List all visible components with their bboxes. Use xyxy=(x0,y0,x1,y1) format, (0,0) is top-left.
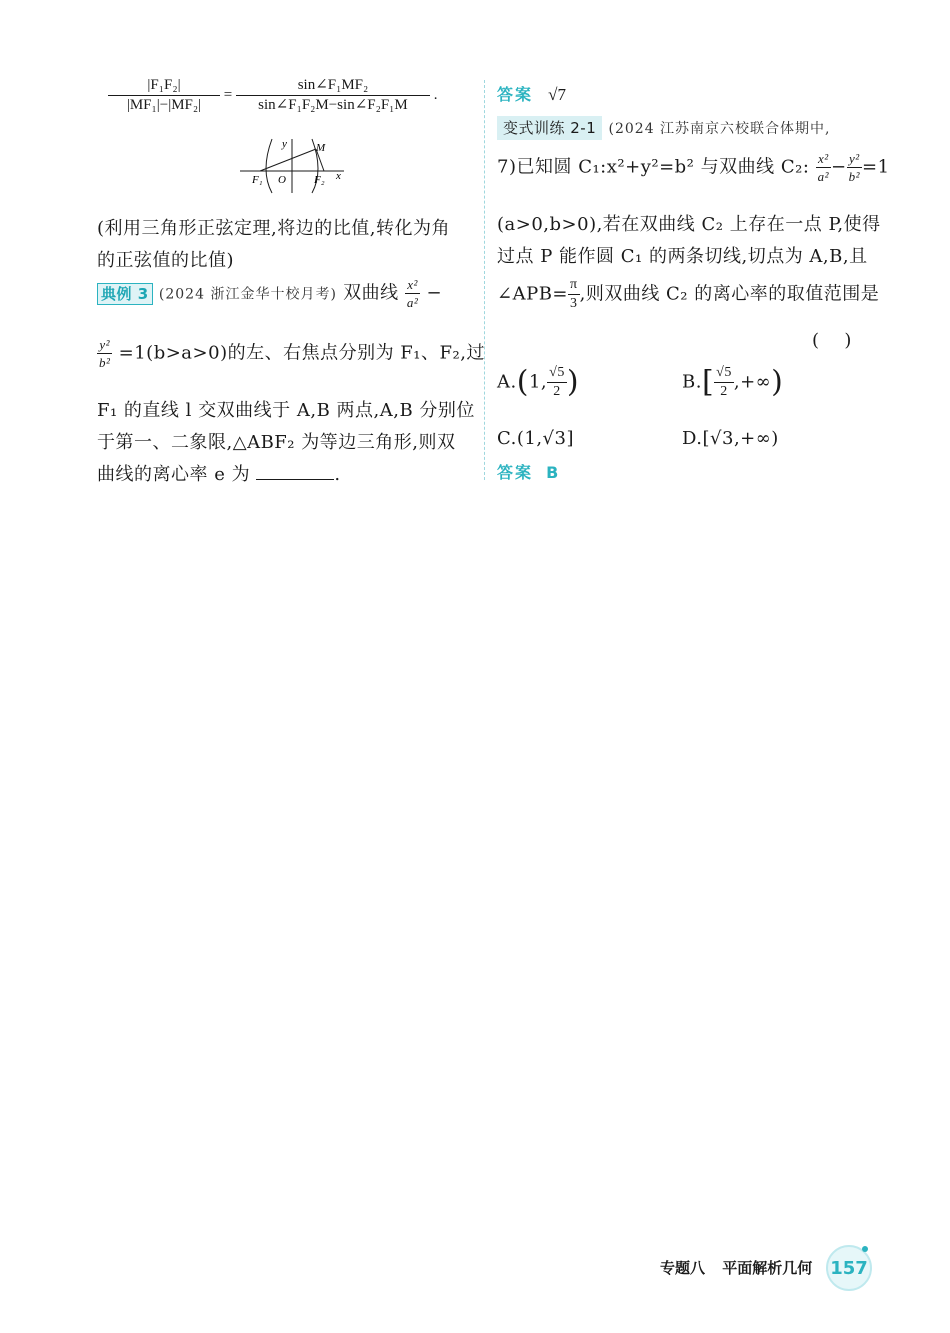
figure-f1-label: F₁ xyxy=(252,174,263,186)
example-frac-x xyxy=(405,278,420,309)
option-a-frac-num: √5 xyxy=(547,366,567,383)
answer-blank[interactable] xyxy=(256,463,334,480)
answer-1-label: 答案 xyxy=(497,85,534,104)
example-condition: =1(b>a>0)的左、右焦点分别为 F₁、F₂,过 xyxy=(118,342,485,364)
training-line-5-text: ,则双曲线 C₂ 的离心率的取值范围是 xyxy=(579,283,880,305)
training-line-2-text: 7)已知圆 C₁:x²+y²=b² 与双曲线 C₂: xyxy=(497,156,810,178)
option-a-frac-den: 2 xyxy=(553,384,561,399)
formula-rhs-denominator: sin∠F₁F₂M−sin∠F₂F₁M xyxy=(258,97,408,113)
option-c[interactable]: C.(1,√3] xyxy=(497,428,574,449)
figure-origin-label: O xyxy=(278,174,286,186)
example-frac-y xyxy=(97,338,112,369)
formula-rhs-fraction xyxy=(236,78,430,113)
example-frac-x-den: a² xyxy=(406,295,419,310)
option-b-close-paren: ) xyxy=(771,364,784,400)
figure-m-label: M xyxy=(316,142,326,154)
training-frac-y-den: b² xyxy=(848,169,861,184)
hyperbola-figure xyxy=(236,135,348,195)
training-minus: − xyxy=(831,156,847,178)
formula-lhs-numerator: |F₁F₂| xyxy=(108,78,220,96)
example-lead: 双曲线 xyxy=(343,282,399,304)
training-angle: ∠APB= xyxy=(497,283,569,305)
footer-topic-label: 专题八 xyxy=(660,1259,706,1277)
figure-f2-label: F₂ xyxy=(314,174,325,186)
example-question: 曲线的离心率 e 为 xyxy=(97,464,251,485)
option-a-close-paren: ) xyxy=(566,364,580,400)
option-b-tail: ,+∞ xyxy=(733,371,772,393)
answer-2 xyxy=(497,460,560,483)
note-line-1: (利用三角形正弦定理,将边的比值,转化为角 xyxy=(97,218,450,239)
option-b-frac-den: 2 xyxy=(720,384,728,399)
footer-topic xyxy=(660,1257,812,1278)
option-a-lead: 1, xyxy=(528,371,548,393)
formula-lhs-fraction xyxy=(108,78,220,113)
training-line-2 xyxy=(497,152,890,183)
example-frac-x-num: x² xyxy=(407,277,418,292)
option-a-label: A. xyxy=(497,371,517,393)
example-source: (2024 浙江金华十校月考) xyxy=(158,286,337,303)
footer-topic-title: 平面解析几何 xyxy=(722,1259,813,1277)
page-number: 157 xyxy=(826,1245,872,1291)
note-line-2: 的正弦值的比值) xyxy=(97,250,235,271)
option-b-frac-num: √5 xyxy=(714,366,734,383)
answer-1 xyxy=(497,82,566,105)
answer-1-value: √7 xyxy=(548,85,566,104)
example-3-heading xyxy=(97,278,442,309)
training-heading xyxy=(497,116,831,140)
training-frac-x xyxy=(816,152,831,183)
formula-rhs-numerator: sin∠F₁MF₂ xyxy=(236,78,430,96)
example-minus: − xyxy=(426,282,443,304)
option-d[interactable]: D.[√3,+∞) xyxy=(682,428,779,449)
example-line-3: F₁ 的直线 l 交双曲线于 A,B 两点,A,B 分别位 xyxy=(97,400,475,421)
answer-2-label: 答案 xyxy=(497,463,534,482)
training-line-4: 过点 P 能作圆 C₁ 的两条切线,切点为 A,B,且 xyxy=(497,246,868,267)
training-eq-1: =1 xyxy=(862,156,890,178)
option-b-frac xyxy=(714,366,734,399)
example-period: . xyxy=(334,464,341,485)
training-source: (2024 江苏南京六校联合体期中, xyxy=(608,121,831,137)
formula-equals: = xyxy=(223,86,233,103)
training-tag: 变式训练 2-1 xyxy=(497,116,602,140)
example-frac-y-num: y² xyxy=(99,337,111,352)
training-frac-y-num: y² xyxy=(849,151,860,166)
training-line-3: (a>0,b>0),若在双曲线 C₂ 上存在一点 P,使得 xyxy=(497,214,881,235)
formula-lhs-denominator: |MF₁|−|MF₂| xyxy=(126,97,202,113)
training-frac-y xyxy=(847,152,862,183)
training-frac-x-num: x² xyxy=(818,151,829,166)
example-line-5 xyxy=(97,460,341,486)
training-frac-pi xyxy=(568,278,580,311)
option-b-open-bracket: [ xyxy=(701,364,715,400)
formula-period: . xyxy=(433,86,438,103)
figure-x-label: x xyxy=(336,170,341,182)
training-bracket: ( ) xyxy=(812,330,852,351)
option-b-label: B. xyxy=(682,371,702,393)
example-line-2 xyxy=(97,338,485,369)
example-frac-y-den: b² xyxy=(99,355,111,370)
example-tag: 典例 3 xyxy=(97,283,153,305)
page-dot-icon xyxy=(862,1246,868,1252)
option-a-frac xyxy=(547,366,567,399)
training-frac-pi-num: π xyxy=(568,278,580,295)
training-frac-pi-den: 3 xyxy=(570,296,578,311)
answer-2-value: B xyxy=(546,463,561,482)
key-formula xyxy=(108,78,437,113)
training-line-5 xyxy=(497,278,879,311)
training-frac-x-den: a² xyxy=(817,169,830,184)
column-divider xyxy=(484,80,485,480)
option-b[interactable] xyxy=(682,366,783,399)
example-line-4: 于第一、二象限,△ABF₂ 为等边三角形,则双 xyxy=(97,432,456,453)
figure-y-label: y xyxy=(282,138,287,150)
option-a[interactable] xyxy=(497,366,579,399)
option-a-open-paren: ( xyxy=(516,364,529,400)
